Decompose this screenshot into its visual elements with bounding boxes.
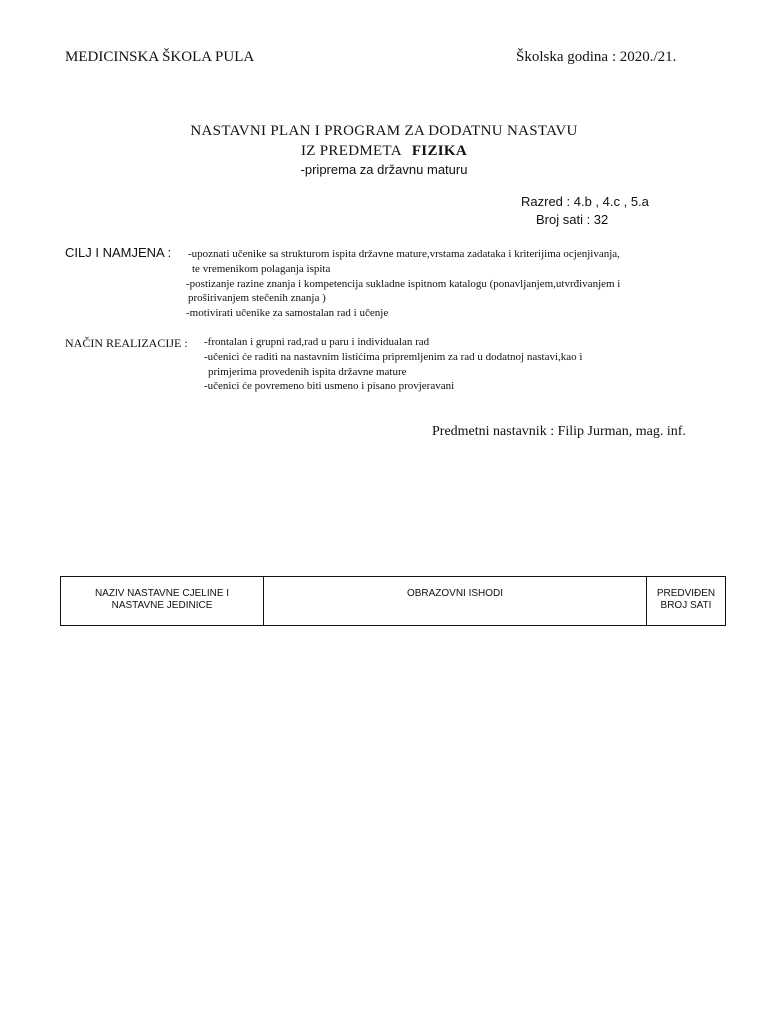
goal-line: -upoznati učenike sa strukturom ispita državne mature,vrstama zadataka i kriterijima ocjenjivanja, xyxy=(188,248,620,260)
goal-label: CILJ I NAMJENA : xyxy=(65,245,172,260)
goal-line: -postizanje razine znanja i kompetencija sukladne ispitnom katalogu (ponavljanjem,utvrđivanjem i xyxy=(186,278,621,290)
header-cell-text: PREDVIĐEN xyxy=(656,588,716,599)
subject-prefix: IZ PREDMETA xyxy=(300,143,402,159)
realization-line: -učenici će raditi na nastavnim listićima pripremljenim za rad u dodatnoj nastavi,kao i xyxy=(204,351,583,363)
table-header-row xyxy=(61,577,726,626)
realization-line: primjerima provedenih ispita državne mature xyxy=(208,366,407,378)
subject-line xyxy=(0,143,768,160)
header-cell-unit xyxy=(61,577,264,626)
realization-line: -frontalan i grupni rad,rad u paru i individualan rad xyxy=(204,336,430,348)
goal-line: -motivirati učenike za samostalan rad i učenje xyxy=(186,307,389,319)
teacher-name: Predmetni nastavnik : Filip Jurman, mag. inf. xyxy=(432,424,686,439)
header-cell-text: OBRAZOVNI ISHODI xyxy=(406,588,504,599)
realization-line: -učenici će povremeno biti usmeno i pisano provjeravani xyxy=(204,380,455,392)
goal-line: te vremenikom polaganja ispita xyxy=(192,263,331,275)
school-year: Školska godina : 2020./21. xyxy=(516,49,677,65)
hours-info: Broj sati : 32 xyxy=(536,212,609,227)
school-name: MEDICINSKA ŠKOLA PULA xyxy=(65,49,255,65)
header-cell-text: BROJ SATI xyxy=(660,600,712,611)
curriculum-table xyxy=(60,576,726,626)
classes-info: Razred : 4.b , 4.c , 5.a xyxy=(521,194,649,209)
goal-line: proširivanjem stečenih znanja ) xyxy=(188,292,326,304)
header-cell-text: NAZIV NASTAVNE CJELINE I xyxy=(94,588,230,599)
subject-name: FIZIKA xyxy=(411,143,467,159)
document-subtitle: -priprema za državnu maturu xyxy=(300,162,468,177)
header-cell-outcomes xyxy=(264,577,647,626)
header-cell-text: NASTAVNE JEDINICE xyxy=(111,600,213,611)
header-cell-hours xyxy=(647,577,726,626)
realization-label: NAČIN REALIZACIJE : xyxy=(65,336,188,350)
document-title: NASTAVNI PLAN I PROGRAM ZA DODATNU NASTAVU xyxy=(190,123,578,139)
